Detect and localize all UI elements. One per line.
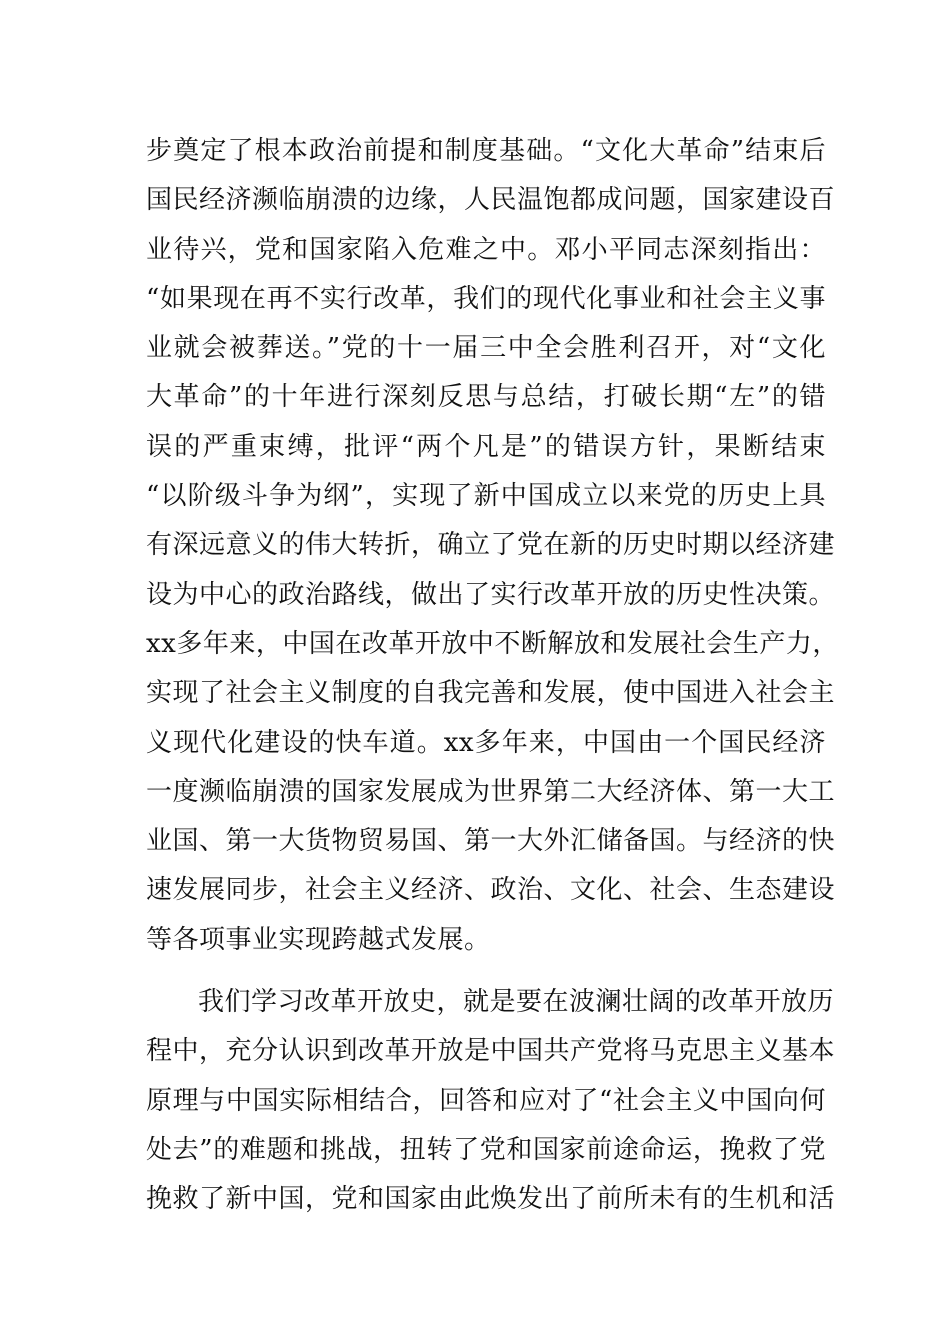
- text-line: 误的严重束缚，批评“两个凡是”的错误方针，果断结束: [146, 431, 826, 462]
- text-line: 义现代化建设的快车道。xx多年来，中国由一个国民经济: [146, 727, 826, 758]
- text-line: 步奠定了根本政治前提和制度基础。“文化大革命”结束后: [146, 136, 826, 166]
- text-line: 业国、第一大货物贸易国、第一大外汇储备国。与经济的快: [146, 826, 836, 857]
- text-line: “以阶级斗争为纲”，实现了新中国成立以来党的历史上具: [146, 481, 826, 512]
- body-text: [146, 127, 839, 1225]
- text-line: 程中，充分认识到改革开放是中国共产党将马克思主义基本: [146, 1036, 836, 1067]
- text-line: 我们学习改革开放史，就是要在波澜壮阔的改革开放历: [198, 987, 835, 1018]
- text-line: 处去”的难题和挑战，扭转了党和国家前途命运，挽救了党: [146, 1134, 826, 1165]
- text-line: 挽救了新中国，党和国家由此焕发出了前所未有的生机和活: [146, 1184, 836, 1215]
- paragraph-2: [146, 978, 836, 1224]
- text-line: 速发展同步，社会主义经济、政治、文化、社会、生态建设: [146, 875, 836, 906]
- text-line: 有深远意义的伟大转折，确立了党在新的历史时期以经济建: [146, 530, 836, 561]
- text-line: 等各项事业实现跨越式发展。: [146, 924, 491, 955]
- text-line: 业待兴，党和国家陷入危难之中。邓小平同志深刻指出：: [146, 234, 826, 265]
- paragraph-1: [146, 127, 839, 965]
- text-line: “如果现在再不实行改革，我们的现代化事业和社会主义事: [146, 283, 826, 314]
- text-line: 业就会被葬送。”党的十一届三中全会胜利召开，对“文化: [146, 333, 826, 364]
- text-line: 实现了社会主义制度的自我完善和发展，使中国进入社会主: [146, 678, 836, 709]
- text-line: 国民经济濒临崩溃的边缘，人民温饱都成问题，国家建设百: [146, 185, 836, 216]
- text-line: 一度濒临崩溃的国家发展成为世界第二大经济体、第一大工: [146, 776, 836, 807]
- text-line: 大革命”的十年进行深刻反思与总结，打破长期“左”的错: [146, 382, 826, 413]
- text-line: 原理与中国实际相结合，回答和应对了“社会主义中国向何: [146, 1085, 826, 1116]
- text-line: 设为中心的政治路线，做出了实行改革开放的历史性决策。: [146, 579, 836, 610]
- text-line: xx多年来，中国在改革开放中不断解放和发展社会生产力，: [146, 628, 839, 659]
- paragraph-gap: [146, 965, 826, 978]
